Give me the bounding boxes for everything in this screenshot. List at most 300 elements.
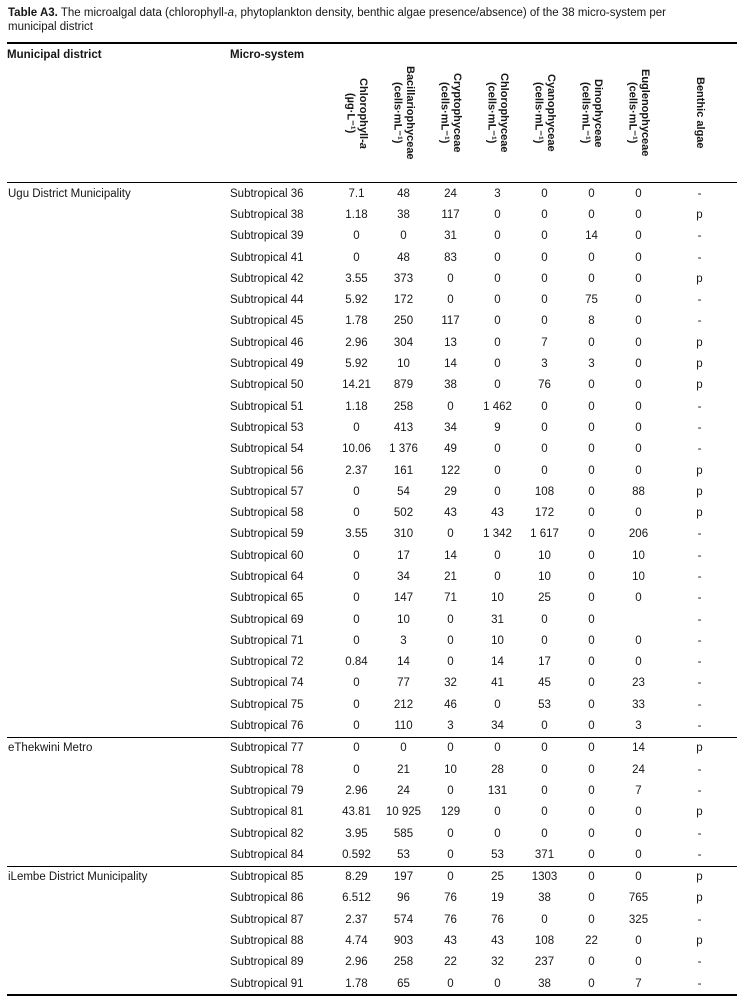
value-cell: 1 342 bbox=[483, 528, 512, 541]
value-cell: 24 bbox=[444, 187, 457, 200]
table-caption-text: The microalgal data (chlorophyll- bbox=[57, 7, 228, 19]
district-cell bbox=[7, 952, 230, 973]
value-cell: 2.37 bbox=[345, 464, 368, 477]
value-cell: 96 bbox=[397, 892, 410, 905]
district-cell bbox=[7, 823, 230, 844]
benthic-cell: - bbox=[697, 549, 702, 562]
value-cell: 129 bbox=[440, 806, 461, 819]
value-cell: 34 bbox=[444, 421, 457, 434]
table-row bbox=[7, 888, 737, 909]
benthic-cell: - bbox=[697, 784, 702, 797]
micro-system-cell: Subtropical 59 bbox=[230, 528, 304, 541]
table-row bbox=[7, 183, 737, 205]
value-cell: 76 bbox=[444, 913, 457, 926]
value-cell: 6.512 bbox=[342, 892, 371, 905]
value-cell: 0 bbox=[494, 358, 501, 371]
value-cell: 0 bbox=[353, 251, 360, 264]
value-cell: 0 bbox=[588, 806, 595, 819]
value-cell: 10 bbox=[538, 549, 551, 562]
value-cell: 31 bbox=[444, 230, 457, 243]
value-cell: 38 bbox=[397, 208, 410, 221]
value-cell: 0 bbox=[494, 208, 501, 221]
value-cell: 0 bbox=[541, 315, 548, 328]
district-cell bbox=[7, 588, 230, 609]
value-cell: 0 bbox=[635, 358, 642, 371]
value-cell: 0 bbox=[588, 379, 595, 392]
value-cell: 373 bbox=[393, 272, 414, 285]
value-cell: 5.92 bbox=[345, 358, 368, 371]
value-cell: 0 bbox=[588, 208, 595, 221]
benthic-cell: p bbox=[696, 871, 703, 884]
table-row bbox=[7, 737, 737, 759]
value-cell: 0 bbox=[353, 634, 360, 647]
value-cell: 310 bbox=[393, 528, 414, 541]
value-cell: 108 bbox=[534, 935, 555, 948]
value-cell: 0 bbox=[494, 336, 501, 349]
value-cell: 0 bbox=[494, 379, 501, 392]
value-cell: 765 bbox=[628, 892, 649, 905]
value-cell: 250 bbox=[393, 315, 414, 328]
micro-system-cell: Subtropical 54 bbox=[230, 443, 304, 456]
value-cell: 34 bbox=[491, 720, 504, 733]
micro-system-cell: Subtropical 36 bbox=[230, 187, 304, 200]
benthic-cell: - bbox=[697, 763, 702, 776]
table-caption-italic-a: a bbox=[227, 7, 235, 19]
district-cell bbox=[7, 759, 230, 780]
value-cell: 0 bbox=[588, 977, 595, 990]
value-cell: 77 bbox=[397, 677, 410, 690]
value-cell: 0 bbox=[635, 208, 642, 221]
micro-system-cell: Subtropical 65 bbox=[230, 592, 304, 605]
benthic-cell: - bbox=[697, 613, 702, 626]
value-cell: 0 bbox=[494, 806, 501, 819]
value-cell: 110 bbox=[394, 720, 413, 733]
benthic-cell: - bbox=[697, 977, 702, 990]
micro-system-cell: Subtropical 87 bbox=[230, 913, 304, 926]
benthic-cell: - bbox=[697, 315, 702, 328]
value-cell: 13 bbox=[444, 336, 457, 349]
value-cell: 33 bbox=[632, 698, 645, 711]
benthic-cell: - bbox=[697, 528, 702, 541]
value-cell: 0 bbox=[447, 742, 454, 755]
district-cell: eThekwini Metro bbox=[8, 742, 93, 755]
value-cell: 10 bbox=[632, 570, 645, 583]
benthic-cell: p bbox=[696, 379, 703, 392]
district-cell: Ugu District Municipality bbox=[8, 187, 131, 200]
value-cell: 0 bbox=[494, 443, 501, 456]
value-cell: 10 bbox=[632, 549, 645, 562]
benthic-cell: p bbox=[696, 892, 703, 905]
table-row bbox=[7, 439, 737, 460]
micro-system-cell: Subtropical 53 bbox=[230, 421, 304, 434]
table-row bbox=[7, 566, 737, 587]
value-cell: 32 bbox=[444, 677, 457, 690]
value-cell: 903 bbox=[393, 935, 414, 948]
value-cell: 0 bbox=[447, 977, 454, 990]
benthic-cell: p bbox=[696, 806, 703, 819]
table-row bbox=[7, 524, 737, 545]
micro-system-cell: Subtropical 76 bbox=[230, 720, 304, 733]
value-cell: 2.37 bbox=[345, 913, 368, 926]
table-row bbox=[7, 247, 737, 268]
value-cell: 0 bbox=[588, 848, 595, 861]
value-cell: 0 bbox=[353, 570, 360, 583]
micro-system-cell: Subtropical 74 bbox=[230, 677, 304, 690]
district-cell bbox=[7, 502, 230, 523]
table-row bbox=[7, 396, 737, 417]
value-cell: 10 bbox=[538, 570, 551, 583]
value-cell: 23 bbox=[632, 677, 645, 690]
micro-system-cell: Subtropical 58 bbox=[230, 507, 304, 520]
value-cell: 0 bbox=[353, 421, 360, 434]
value-cell: 0 bbox=[635, 336, 642, 349]
value-cell: 325 bbox=[628, 913, 649, 926]
value-cell: 0 bbox=[588, 742, 595, 755]
benthic-cell: p bbox=[696, 464, 703, 477]
table-row bbox=[7, 353, 737, 374]
table-body bbox=[7, 183, 737, 996]
district-cell bbox=[7, 609, 230, 630]
value-cell: 0 bbox=[588, 507, 595, 520]
value-cell: 172 bbox=[393, 294, 414, 307]
value-cell: 0 bbox=[635, 272, 642, 285]
micro-system-cell: Subtropical 84 bbox=[230, 848, 304, 861]
value-cell: 53 bbox=[397, 848, 410, 861]
value-cell: 122 bbox=[440, 464, 461, 477]
value-cell: 0 bbox=[635, 421, 642, 434]
micro-system-cell: Subtropical 75 bbox=[230, 698, 304, 711]
value-cell: 43 bbox=[491, 935, 504, 948]
value-cell: 0 bbox=[588, 613, 595, 626]
value-cell: 41 bbox=[491, 677, 504, 690]
value-cell: 8 bbox=[588, 315, 595, 328]
micro-system-cell: Subtropical 72 bbox=[230, 656, 304, 669]
value-cell: 10 bbox=[491, 592, 504, 605]
value-cell: 75 bbox=[585, 294, 598, 307]
district-cell bbox=[7, 566, 230, 587]
value-cell: 0.84 bbox=[345, 656, 368, 669]
value-cell: 38 bbox=[444, 379, 457, 392]
micro-system-cell: Subtropical 44 bbox=[230, 294, 304, 307]
value-cell: 0 bbox=[635, 230, 642, 243]
value-cell: 0 bbox=[494, 570, 501, 583]
value-cell: 0 bbox=[353, 507, 360, 520]
table-row bbox=[7, 289, 737, 310]
value-cell: 2.96 bbox=[345, 784, 368, 797]
district-cell: iLembe District Municipality bbox=[8, 871, 148, 884]
value-cell: 88 bbox=[632, 485, 645, 498]
micro-system-cell: Subtropical 71 bbox=[230, 634, 304, 647]
value-cell: 53 bbox=[491, 848, 504, 861]
value-cell: 0 bbox=[353, 720, 360, 733]
table-row bbox=[7, 502, 737, 523]
value-cell: 0 bbox=[635, 443, 642, 456]
micro-system-cell: Subtropical 60 bbox=[230, 549, 304, 562]
value-cell: 3 bbox=[588, 358, 595, 371]
value-cell: 237 bbox=[534, 956, 555, 969]
value-cell: 0 bbox=[635, 634, 642, 647]
value-cell: 10 bbox=[397, 358, 410, 371]
value-cell: 0 bbox=[635, 956, 642, 969]
value-cell: 0 bbox=[588, 956, 595, 969]
col-header-bacillariophyceae: Bacillariophyceae (cells·mL⁻¹) bbox=[391, 66, 416, 160]
value-cell: 0 bbox=[494, 977, 501, 990]
value-cell: 2.96 bbox=[345, 956, 368, 969]
value-cell: 1 462 bbox=[483, 400, 512, 413]
micro-system-cell: Subtropical 39 bbox=[230, 230, 304, 243]
value-cell: 0 bbox=[635, 871, 642, 884]
value-cell: 0 bbox=[635, 315, 642, 328]
col-header-benthic-algae: Benthic algae bbox=[693, 77, 706, 149]
micro-system-cell: Subtropical 57 bbox=[230, 485, 304, 498]
value-cell: 0 bbox=[541, 613, 548, 626]
value-cell: 43.81 bbox=[342, 806, 371, 819]
value-cell: 1 376 bbox=[389, 443, 418, 456]
value-cell: 29 bbox=[444, 485, 457, 498]
value-cell: 0 bbox=[447, 272, 454, 285]
table-row bbox=[7, 715, 737, 737]
header-row bbox=[7, 43, 737, 183]
micro-system-cell: Subtropical 81 bbox=[230, 806, 304, 819]
value-cell: 48 bbox=[397, 251, 410, 264]
value-cell: 0 bbox=[588, 187, 595, 200]
value-cell: 0 bbox=[541, 443, 548, 456]
value-cell: 7 bbox=[635, 784, 642, 797]
value-cell: 0 bbox=[588, 763, 595, 776]
value-cell: 0 bbox=[541, 913, 548, 926]
value-cell: 0 bbox=[353, 763, 360, 776]
value-cell: 0 bbox=[353, 485, 360, 498]
table-row bbox=[7, 930, 737, 951]
value-cell: 14 bbox=[397, 656, 410, 669]
district-cell bbox=[7, 332, 230, 353]
value-cell: 3 bbox=[635, 720, 642, 733]
district-cell bbox=[7, 844, 230, 866]
value-cell: 0 bbox=[541, 208, 548, 221]
value-cell: 0 bbox=[353, 677, 360, 690]
value-cell: 0 bbox=[588, 592, 595, 605]
benthic-cell: - bbox=[697, 720, 702, 733]
value-cell: 0 bbox=[447, 656, 454, 669]
value-cell: 0 bbox=[635, 400, 642, 413]
table-row bbox=[7, 652, 737, 673]
value-cell: 0 bbox=[353, 592, 360, 605]
value-cell: 48 bbox=[397, 187, 410, 200]
value-cell: 0 bbox=[588, 656, 595, 669]
micro-system-cell: Subtropical 64 bbox=[230, 570, 304, 583]
value-cell: 0 bbox=[588, 784, 595, 797]
value-cell: 17 bbox=[397, 549, 410, 562]
value-cell: 10 925 bbox=[385, 806, 422, 819]
table-row bbox=[7, 673, 737, 694]
micro-system-cell: Subtropical 79 bbox=[230, 784, 304, 797]
value-cell: 19 bbox=[491, 892, 504, 905]
value-cell: 0 bbox=[447, 634, 454, 647]
value-cell: 0 bbox=[635, 592, 642, 605]
value-cell: 0 bbox=[588, 913, 595, 926]
benthic-cell: - bbox=[697, 656, 702, 669]
district-cell bbox=[7, 439, 230, 460]
value-cell: 0 bbox=[588, 251, 595, 264]
district-cell bbox=[7, 268, 230, 289]
value-cell: 574 bbox=[393, 913, 414, 926]
value-cell: 212 bbox=[393, 698, 414, 711]
value-cell: 0 bbox=[588, 720, 595, 733]
micro-system-cell: Subtropical 82 bbox=[230, 827, 304, 840]
table-row bbox=[7, 460, 737, 481]
table-row bbox=[7, 694, 737, 715]
table-row bbox=[7, 417, 737, 438]
col-header-municipal-district: Municipal district bbox=[7, 49, 102, 61]
value-cell: 0 bbox=[447, 400, 454, 413]
value-cell: 21 bbox=[397, 763, 410, 776]
value-cell: 0 bbox=[588, 634, 595, 647]
value-cell: 53 bbox=[538, 698, 551, 711]
col-header-chlorophyll-a: Chlorophyll-a (µg·L⁻¹) bbox=[344, 77, 369, 149]
table-row bbox=[7, 909, 737, 930]
value-cell: 0 bbox=[353, 549, 360, 562]
benthic-cell: p bbox=[696, 208, 703, 221]
district-cell bbox=[7, 930, 230, 951]
value-cell: 0 bbox=[494, 251, 501, 264]
table-row bbox=[7, 226, 737, 247]
value-cell: 108 bbox=[534, 485, 555, 498]
value-cell: 9 bbox=[494, 421, 501, 434]
value-cell: 1.18 bbox=[345, 400, 368, 413]
value-cell: 46 bbox=[444, 698, 457, 711]
value-cell: 17 bbox=[538, 656, 551, 669]
value-cell: 0 bbox=[447, 784, 454, 797]
table-row bbox=[7, 204, 737, 225]
value-cell: 0 bbox=[588, 464, 595, 477]
value-cell: 32 bbox=[491, 956, 504, 969]
district-cell bbox=[7, 780, 230, 801]
value-cell: 0 bbox=[494, 272, 501, 285]
district-cell bbox=[7, 545, 230, 566]
value-cell: 0 bbox=[447, 294, 454, 307]
value-cell: 0 bbox=[541, 784, 548, 797]
value-cell: 7.1 bbox=[348, 187, 365, 200]
district-cell bbox=[7, 909, 230, 930]
value-cell: 0 bbox=[447, 613, 454, 626]
table-caption bbox=[8, 7, 714, 34]
value-cell: 0 bbox=[635, 379, 642, 392]
value-cell: 0 bbox=[494, 742, 501, 755]
value-cell: 0 bbox=[400, 230, 407, 243]
value-cell: 38 bbox=[538, 977, 551, 990]
table-row bbox=[7, 545, 737, 566]
value-cell: 0 bbox=[541, 400, 548, 413]
value-cell: 10 bbox=[444, 763, 457, 776]
value-cell: 304 bbox=[393, 336, 414, 349]
value-cell: 0 bbox=[588, 827, 595, 840]
district-cell bbox=[7, 673, 230, 694]
benthic-cell: - bbox=[697, 827, 702, 840]
value-cell: 25 bbox=[538, 592, 551, 605]
value-cell: 0 bbox=[541, 806, 548, 819]
value-cell: 83 bbox=[444, 251, 457, 264]
micro-system-cell: Subtropical 91 bbox=[230, 977, 304, 990]
benthic-cell: - bbox=[697, 251, 702, 264]
value-cell: 0 bbox=[541, 720, 548, 733]
value-cell: 0 bbox=[541, 634, 548, 647]
value-cell: 1.18 bbox=[345, 208, 368, 221]
micro-system-cell: Subtropical 86 bbox=[230, 892, 304, 905]
district-cell bbox=[7, 247, 230, 268]
micro-system-cell: Subtropical 77 bbox=[230, 742, 304, 755]
value-cell: 0 bbox=[588, 892, 595, 905]
value-cell: 3 bbox=[447, 720, 454, 733]
value-cell: 31 bbox=[491, 613, 504, 626]
benthic-cell: p bbox=[696, 935, 703, 948]
value-cell: 0 bbox=[541, 763, 548, 776]
value-cell: 14 bbox=[444, 549, 457, 562]
micro-system-cell: Subtropical 51 bbox=[230, 400, 304, 413]
value-cell: 1.78 bbox=[345, 977, 368, 990]
value-cell: 371 bbox=[534, 848, 555, 861]
benthic-cell: - bbox=[697, 913, 702, 926]
value-cell: 1303 bbox=[531, 871, 558, 884]
district-cell bbox=[7, 311, 230, 332]
value-cell: 0 bbox=[588, 272, 595, 285]
value-cell: 117 bbox=[441, 315, 460, 328]
micro-system-cell: Subtropical 78 bbox=[230, 763, 304, 776]
value-cell: 4.74 bbox=[345, 935, 368, 948]
value-cell: 22 bbox=[444, 956, 457, 969]
benthic-cell: - bbox=[697, 187, 702, 200]
benthic-cell: p bbox=[696, 358, 703, 371]
benthic-cell: - bbox=[697, 634, 702, 647]
value-cell: 1 617 bbox=[530, 528, 559, 541]
value-cell: 14 bbox=[632, 742, 645, 755]
value-cell: 8.29 bbox=[345, 871, 368, 884]
value-cell: 172 bbox=[534, 507, 555, 520]
value-cell: 0 bbox=[494, 464, 501, 477]
value-cell: 0 bbox=[400, 742, 407, 755]
benthic-cell: - bbox=[697, 421, 702, 434]
table-row bbox=[7, 630, 737, 651]
value-cell: 43 bbox=[491, 507, 504, 520]
value-cell: 0 bbox=[447, 528, 454, 541]
value-cell: 0 bbox=[353, 742, 360, 755]
table-row bbox=[7, 823, 737, 844]
district-cell bbox=[7, 396, 230, 417]
micro-system-cell: Subtropical 85 bbox=[230, 871, 304, 884]
value-cell: 585 bbox=[393, 827, 414, 840]
benthic-cell: - bbox=[697, 400, 702, 413]
value-cell: 25 bbox=[491, 871, 504, 884]
table-header bbox=[7, 43, 737, 183]
benthic-cell: p bbox=[696, 742, 703, 755]
value-cell: 71 bbox=[444, 592, 457, 605]
value-cell: 14 bbox=[491, 656, 504, 669]
value-cell: 0 bbox=[635, 294, 642, 307]
value-cell: 0 bbox=[635, 251, 642, 264]
value-cell: 22 bbox=[585, 935, 598, 948]
district-cell bbox=[7, 973, 230, 995]
value-cell: 0 bbox=[541, 230, 548, 243]
col-header-cryptophyceae: Cryptophyceae (cells·mL⁻¹) bbox=[438, 73, 463, 153]
value-cell: 0 bbox=[447, 871, 454, 884]
value-cell: 0 bbox=[635, 656, 642, 669]
table-row bbox=[7, 609, 737, 630]
benthic-cell: - bbox=[697, 956, 702, 969]
value-cell: 0 bbox=[588, 549, 595, 562]
value-cell: 0 bbox=[635, 806, 642, 819]
value-cell: 0 bbox=[588, 421, 595, 434]
district-cell bbox=[7, 715, 230, 737]
value-cell bbox=[615, 609, 662, 630]
